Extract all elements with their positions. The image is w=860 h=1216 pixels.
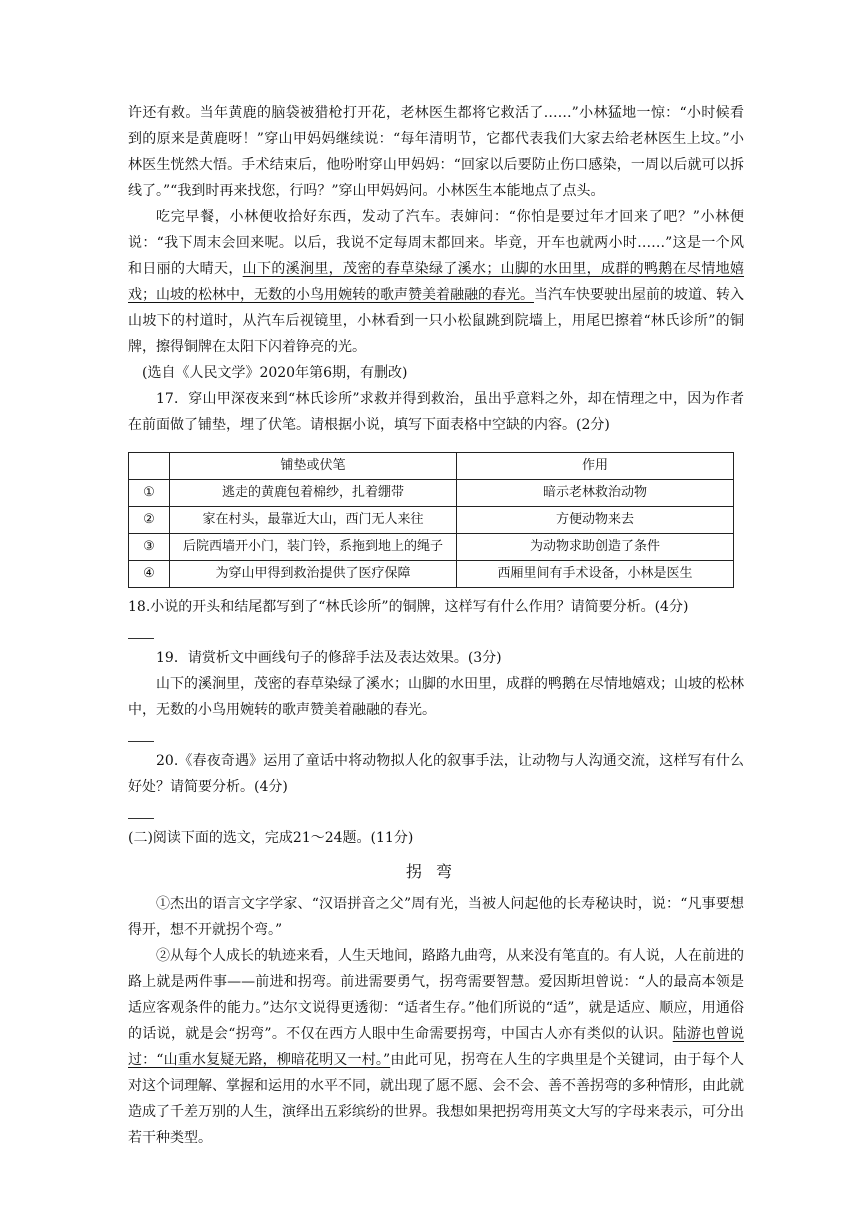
essay-paragraph-2-end: 由此可见，拐弯在人生的字典里是个关键词，由于每个人对这个词理解、掌握和运用的水平不同，就出现了愿不愿、会不会、善不善拐弯的多种情形，由此就造成了千差万别的人生，演绎出五彩缤纷的世界。我想如果把拐弯用英文大写的字母来表示，可分出若干种类型。 [128, 1052, 744, 1146]
question-19: 19．请赏析文中画线句子的修辞手法及表达效果。(3分) [156, 650, 502, 666]
question-20: 20.《春夜奇遇》运用了童话中将动物拟人化的叙事手法，让动物与人沟通交流，这样写有什么好处？请简要分析。(4分) [128, 753, 744, 795]
essay-paragraph-2-start: ②从每个人成长的轨迹来看，人生天地间，路路九曲弯，从来没有笔直的。有人说，人在前进的路上就是两件事——前进和拐弯。前进需要勇气，拐弯需要智慧。爱因斯坦曾说：“人的最高本领是适应客观条件的能力。”达尔文说得更透彻：“适者生存。”他们所说的“适”，就是适应、顺应，用通俗的话说，就是会“拐弯”。不仅在西方人眼中生命需要拐弯，中国古人亦有类似的认识。 [128, 948, 744, 1042]
table-cell: 为穿山甲得到救治提供了医疗保障 [170, 561, 457, 588]
table-header-cell [129, 453, 170, 480]
table-row [129, 480, 734, 507]
table-cell-number: ① [129, 480, 170, 507]
table-cell: 为动物求助创造了条件 [457, 534, 734, 561]
table-row [129, 534, 734, 561]
table-header-cell: 作用 [457, 453, 734, 480]
section-2-heading: (二)阅读下面的选文，完成21～24题。(11分) [128, 830, 414, 846]
table-cell: 逃走的黄鹿包着棉纱，扎着绷带 [170, 480, 457, 507]
table-header-cell: 铺垫或伏笔 [170, 453, 457, 480]
table-header-row [129, 453, 734, 480]
story-paragraph-2 [128, 204, 744, 360]
underlined-sentence: 山下的溪涧里，茂密的春草染绿了溪水；山脚的水田里，成群的鸭鹅在尽情地嬉戏；山坡的松林中，无数的小鸟用婉转的歌声赞美着融融的春光。 [128, 261, 745, 303]
table-cell-number: ④ [129, 561, 170, 588]
table-cell: 方便动物来去 [457, 507, 734, 534]
essay-paragraph-1: ①杰出的语言文字学家、“汉语拼音之父”周有光，当被人问起他的长寿秘诀时，说：“凡事要想得开，想不开就拐个弯。” [128, 896, 744, 938]
table-cell: 后院西墙开小门，装门铃，系拖到地上的绳子 [170, 534, 457, 561]
question-19-quote: 山下的溪涧里，茂密的春草染绿了溪水；山脚的水田里，成群的鸭鹅在尽情地嬉戏；山坡的松林中，无数的小鸟用婉转的歌声赞美着融融的春光。 [128, 676, 744, 718]
question-17: 17．穿山甲深夜来到“林氏诊所”求救并得到救治，虽出乎意料之外，却在情理之中，因为作者在前面做了铺垫，埋了伏笔。请根据小说，填写下面表格中空缺的内容。(2分) [128, 391, 744, 433]
answer-table [128, 452, 734, 588]
source-note: (选自《人民文学》2020年第6期，有删改) [142, 365, 408, 381]
table-cell-number: ② [129, 507, 170, 534]
question-18: 18.小说的开头和结尾都写到了“林氏诊所”的铜牌，这样写有什么作用？请简要分析。(4分) [128, 599, 689, 615]
table-row [129, 507, 734, 534]
story-paragraph-2-end: 当汽车快要驶出屋前的坡道、转入山坡下的村道时，从汽车后视镜里，小林看到一只小松鼠跳到院墙上，用尾巴擦着“林氏诊所”的铜牌，擦得铜牌在太阳下闪着铮亮的光。 [128, 287, 744, 355]
table-cell-number: ③ [129, 534, 170, 561]
table-row [129, 561, 734, 588]
document-page [128, 100, 744, 1151]
table-cell: 西厢里间有手术设备，小林是医生 [457, 561, 734, 588]
story-paragraph-1: 许还有救。当年黄鹿的脑袋被猎枪打开花，老林医生都将它救活了……”小林猛地一惊：“小时候看到的原来是黄鹿呀！”穿山甲妈妈继续说：“每年清明节，它都代表我们大家去给老林医生上坟。”小林医生恍然大悟。手术结束后，他吩咐穿山甲妈妈：“回家以后要防止伤口感染，一周以后就可以拆线了。”“我到时再来找您，行吗？”穿山甲妈妈问。小林医生本能地点了点头。 [128, 105, 744, 199]
answer-blank[interactable] [128, 620, 154, 639]
essay-paragraph-2 [128, 943, 744, 1151]
underlined-quote: 陆游也曾说过：“山重水复疑无路，柳暗花明又一村。” [128, 1026, 745, 1068]
table-cell: 家在村头，最靠近大山，西门无人来往 [170, 507, 457, 534]
answer-blank[interactable] [128, 800, 154, 819]
table-cell: 暗示老林救治动物 [457, 480, 734, 507]
essay-title: 拐弯 [405, 862, 466, 881]
answer-blank[interactable] [128, 723, 154, 742]
story-paragraph-2-start: 吃完早餐，小林便收拾好东西，发动了汽车。表婶问：“你怕是要过年才回来了吧？”小林便说：“我下周末会回来呢。以后，我说不定每周末都回来。毕竟，开车也就两小时……”这是一个风和日丽的大晴天， [128, 209, 744, 277]
